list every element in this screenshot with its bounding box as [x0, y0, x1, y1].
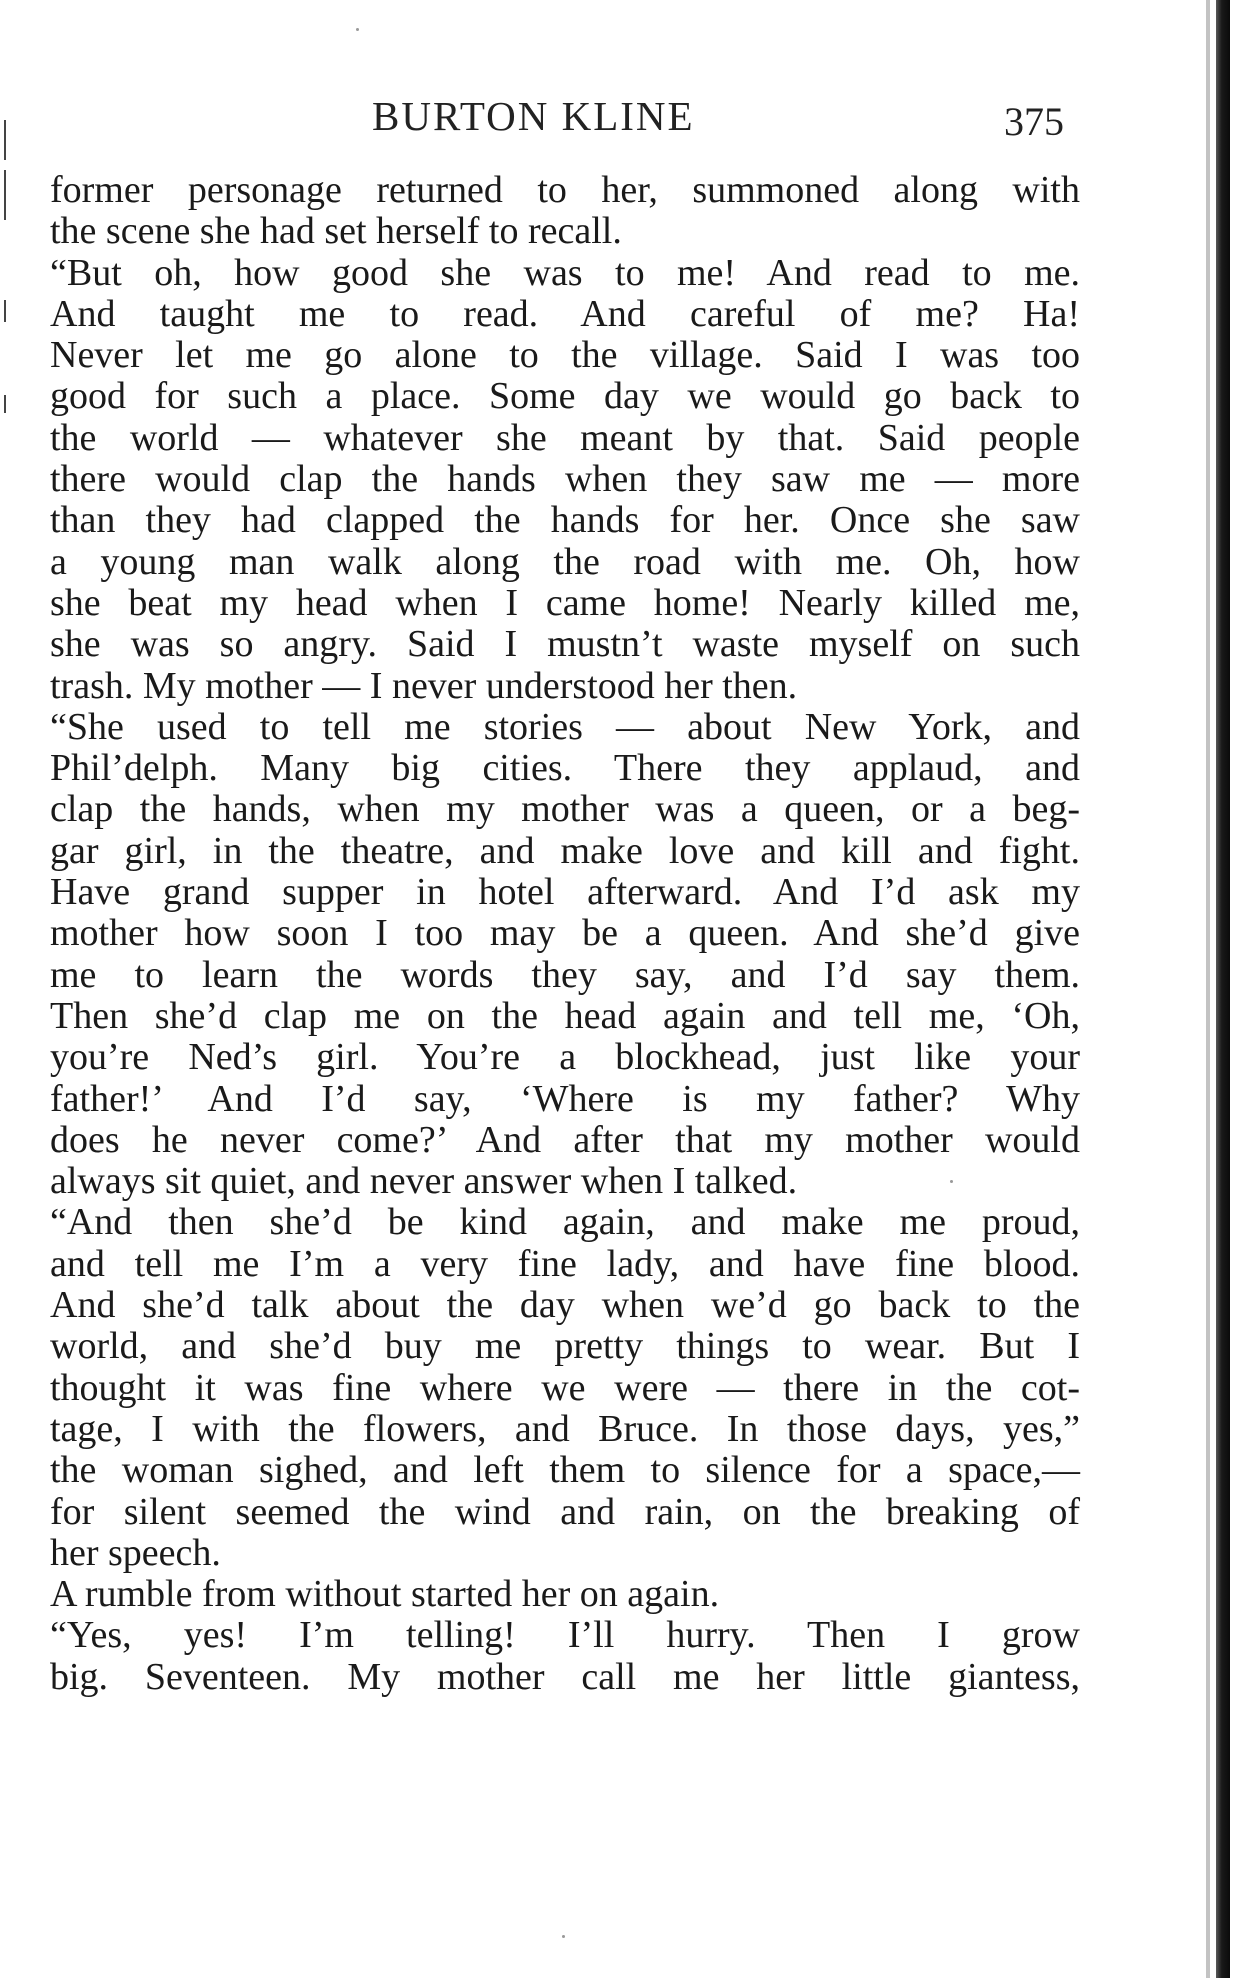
- running-title: BURTON KLINE: [372, 93, 695, 139]
- text-line: you’re Ned’s girl. You’re a blockhead, just like your: [50, 1036, 1080, 1079]
- text-line: than they had clapped the hands for her. Once she saw: [50, 499, 1080, 542]
- text-line: thought it was fine where we were — there in the cot-: [50, 1366, 1080, 1409]
- text-line: her speech.: [50, 1531, 221, 1574]
- text-line: Then she’d clap me on the head again and tell me, ‘Oh,: [50, 994, 1080, 1037]
- text-line: the scene she had set herself to recall.: [50, 210, 622, 253]
- text-line: mother how soon I too may be a queen. And she’d give: [50, 912, 1080, 955]
- text-line: tage, I with the flowers, and Bruce. In those days, yes,”: [50, 1407, 1080, 1450]
- paper-speck: [356, 28, 359, 31]
- text-line: Never let me go alone to the village. Said I was too: [50, 334, 1080, 377]
- text-line: she was so angry. Said I mustn’t waste myself on such: [50, 623, 1080, 666]
- text-line: she beat my head when I came home! Nearly killed me,: [50, 581, 1080, 624]
- text-line: Phil’delph. Many big cities. There they applaud, and: [50, 747, 1080, 790]
- text-line: the woman sighed, and left them to silence for a space,—: [50, 1449, 1080, 1492]
- page-gutter-shadow: [1206, 0, 1210, 1978]
- text-line: good for such a place. Some day we would go back to: [50, 375, 1080, 418]
- text-line: and tell me I’m a very fine lady, and have fine blood.: [50, 1242, 1080, 1285]
- text-line: big. Seventeen. My mother call me her little giantess,: [50, 1655, 1080, 1698]
- page-number: 375: [1004, 99, 1064, 144]
- text-line: “And then she’d be kind again, and make me proud,: [50, 1201, 1080, 1244]
- text-line: father!’ And I’d say, ‘Where is my father? Why: [50, 1077, 1080, 1120]
- text-line: clap the hands, when my mother was a queen, or a beg-: [50, 788, 1080, 831]
- body-text: [50, 170, 1080, 1698]
- text-line: there would clap the hands when they saw me — more: [50, 458, 1080, 501]
- text-line: a young man walk along the road with me. Oh, how: [50, 540, 1080, 583]
- text-line: always sit quiet, and never answer when I talked.: [50, 1160, 798, 1203]
- text-line: trash. My mother — I never understood her then.: [50, 664, 798, 707]
- text-line: for silent seemed the wind and rain, on the breaking of: [50, 1490, 1080, 1533]
- text-line: does he never come?’ And after that my mother would: [50, 1118, 1080, 1161]
- margin-mark: [4, 395, 6, 413]
- text-line: “But oh, how good she was to me! And read to me.: [50, 251, 1080, 294]
- text-line: “She used to tell me stories — about New York, and: [50, 705, 1080, 748]
- book-spine-edge: [1216, 0, 1230, 1978]
- running-head: [0, 92, 1256, 152]
- text-line: world, and she’d buy me pretty things to wear. But I: [50, 1325, 1080, 1368]
- margin-mark: [4, 170, 6, 220]
- text-line: Have grand supper in hotel afterward. And I’d ask my: [50, 871, 1080, 914]
- text-line: And taught me to read. And careful of me? Ha!: [50, 292, 1080, 335]
- text-line: gar girl, in the theatre, and make love and kill and fight.: [50, 829, 1080, 872]
- text-line: A rumble from without started her on again.: [50, 1573, 720, 1616]
- text-line: And she’d talk about the day when we’d go back to the: [50, 1284, 1080, 1327]
- paper-speck: [562, 1935, 565, 1938]
- margin-mark: [4, 300, 6, 322]
- text-line: me to learn the words they say, and I’d say them.: [50, 953, 1080, 996]
- text-line: the world — whatever she meant by that. Said people: [50, 416, 1080, 459]
- text-line: “Yes, yes! I’m telling! I’ll hurry. Then I grow: [50, 1614, 1080, 1657]
- text-line: former personage returned to her, summoned along with: [50, 169, 1080, 211]
